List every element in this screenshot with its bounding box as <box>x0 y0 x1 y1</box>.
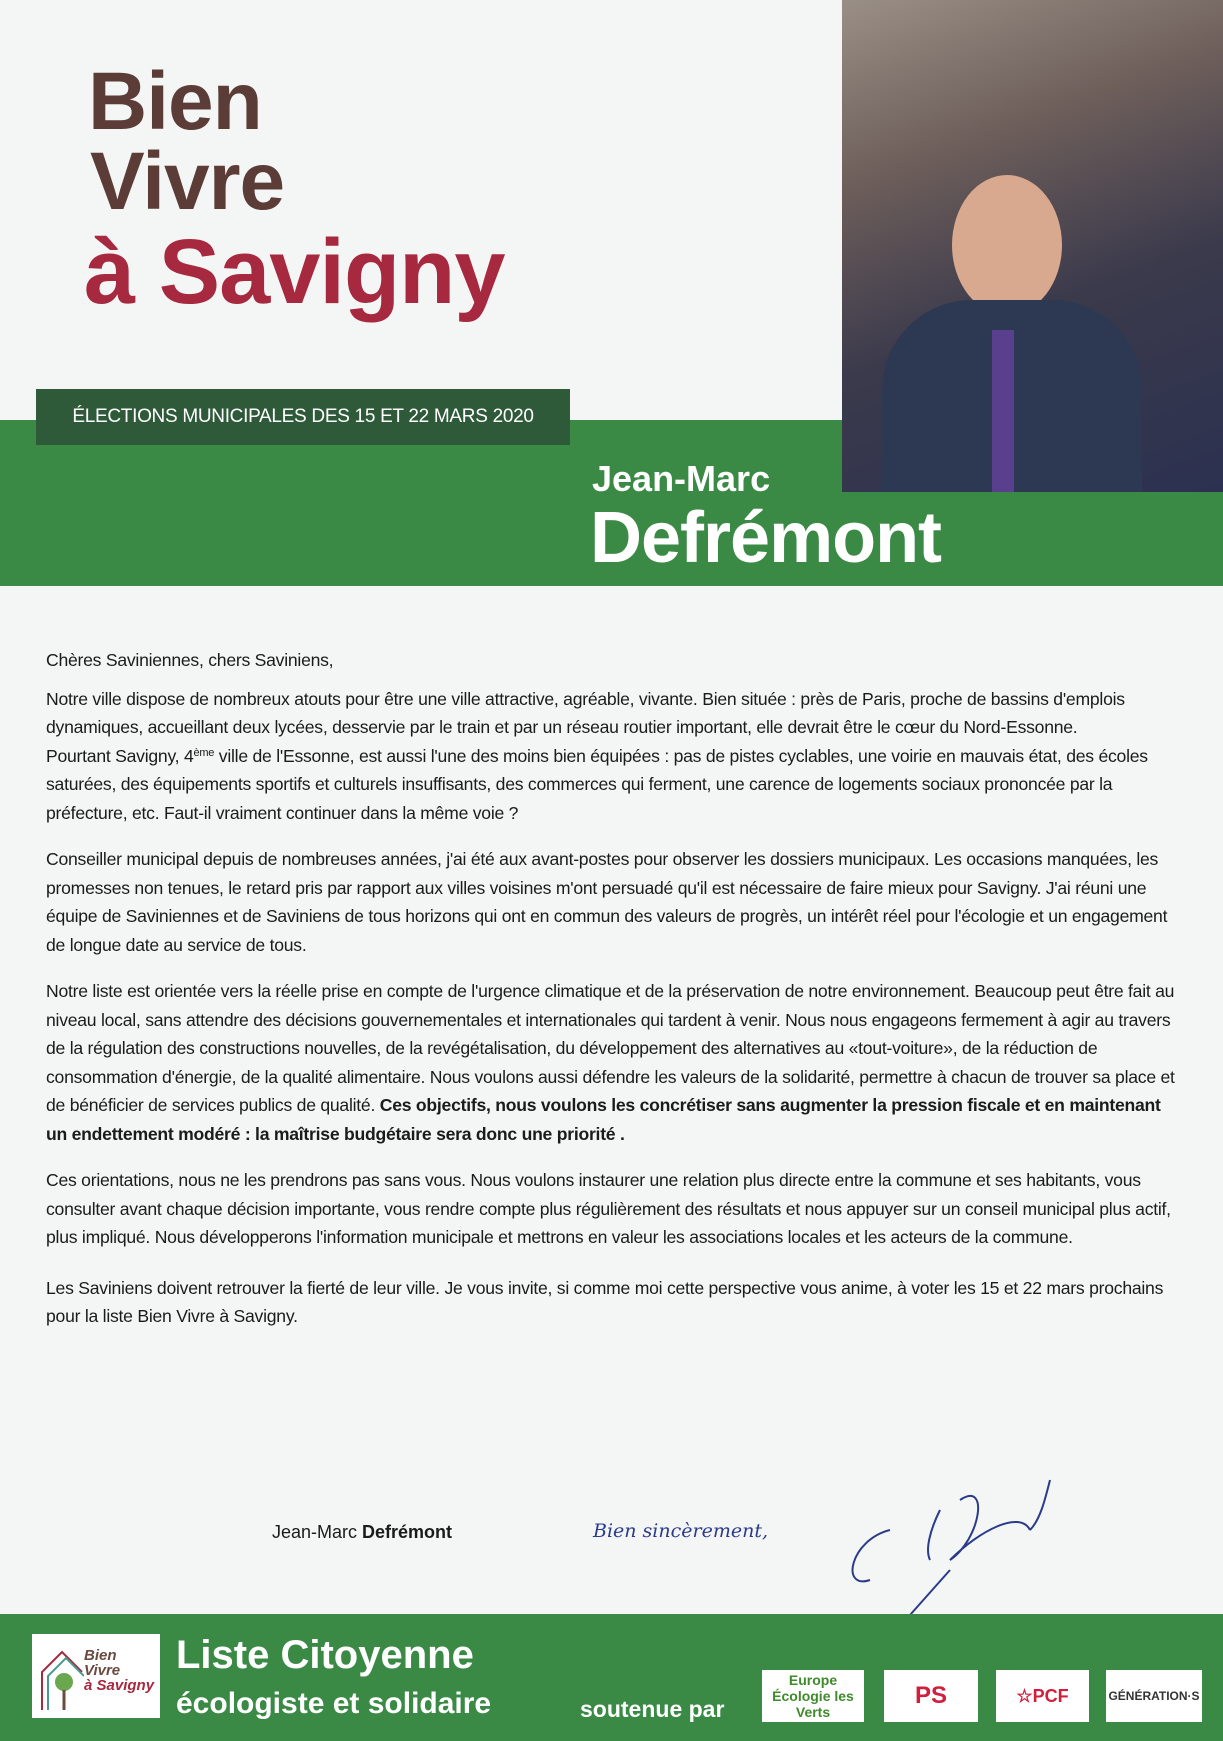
footer-subtitle: écologiste et solidaire <box>176 1687 492 1720</box>
partner-logo-ps <box>884 1670 978 1722</box>
supported-by: soutenue par <box>580 1696 725 1722</box>
title-line-3: à Savigny <box>84 221 505 323</box>
footer-title: Liste Citoyenne <box>176 1633 474 1677</box>
p2-start: Pourtant Savigny, 4 <box>46 745 194 766</box>
paragraph-3: Conseiller municipal depuis de nombreuses années, j'ai été aux avant-postes pour observer les dossiers municipaux. Les occasions manquées, les promesses non tenues, le retard pris par rapport aux villes voisines m'ont persuadé qu'il est nécessaire de faire mieux pour Savigny. J'ai réuni une équipe de Saviniennes et de Saviniens de tous horizons qui ont en commun des valeurs de progrès, un intérêt réel pour l'écologie et un engagement de longue date au service de tous. <box>46 849 1168 955</box>
sign-last: Defrémont <box>362 1522 453 1542</box>
partner-logo-generations <box>1106 1670 1202 1722</box>
election-banner: ÉLECTIONS MUNICIPALES DES 15 ET 22 MARS 2020 <box>36 389 570 445</box>
signature <box>830 1470 1070 1620</box>
p4-text: Notre liste est orientée vers la réelle prise en compte de l'urgence climatique et de la préservation de notre environnement. Beaucoup peut être fait au niveau local, sans attendre des décisions gouvernementales et internationales qui tardent à venir. Nous nous engageons fermement à agir au travers de la régulation des constructions nouvelles, de la revégétalisation, du développement des alternatives au «tout-voiture», de la réduction de consommation d'énergie, de la qualité alimentaire. Nous voulons aussi défendre les valeurs de la solidarité, permettre à chacun de trouver sa place et de bénéficier de services publics de qualité. <box>46 981 1175 1115</box>
logo-l1: Bien <box>84 1647 117 1664</box>
candidate-photo <box>842 0 1223 492</box>
logo-l2: Vivre <box>84 1662 121 1679</box>
partner-name: PS <box>914 1682 947 1709</box>
footer-logo <box>32 1634 160 1718</box>
candidate-last-name: Defrémont <box>590 498 942 578</box>
candidate-first-name: Jean-Marc <box>592 458 771 499</box>
closing: Bien sincèrement, <box>593 1520 769 1542</box>
paragraph-5: Ces orientations, nous ne les prendrons pas sans vous. Nous voulons instaurer une relation plus directe entre la commune et ses habitants, vous consulter avant chaque décision importante, vous rendre compte plus régulièrement des résultats et nous appuyer sur un conseil municipal plus actif, plus impliqué. Nous développerons l'information municipale et mettrons en valeur les associations locales et les acteurs de la commune. <box>46 1170 1171 1247</box>
paragraph-4 <box>46 977 1186 1148</box>
partner-name: Europe Écologie les Verts <box>772 1672 854 1720</box>
partner-logo-pcf: ☆ PCF <box>996 1670 1089 1722</box>
signatory <box>272 1522 452 1543</box>
partner-logo-eelv <box>762 1670 864 1722</box>
paragraph-1: Notre ville dispose de nombreux atouts pour être une ville attractive, agréable, vivante. Bien située : près de Paris, proche de bassins d'emplois dynamiques, accueillant deux lycées, desservie par le train et par un réseau routier important, elle devrait être le cœur du Nord-Essonne. <box>46 688 1125 737</box>
p2-end: ville de l'Essonne, est aussi l'une des moins bien équipées : pas de pistes cyclables, une voirie en mauvais état, des écoles saturées, des équipements sportifs et culturels insuffisants, des commerces qui ferment, une carence de logements sociaux prononcée par la préfecture, etc. Faut-il vraiment continuer dans la même voie ? <box>46 745 1148 823</box>
p2-sup: ème <box>193 746 215 759</box>
list-title <box>84 56 505 323</box>
sign-first: Jean-Marc <box>272 1522 363 1542</box>
paragraph-6: Les Saviniens doivent retrouver la fierté de leur ville. Je vous invite, si comme moi cette perspective vous anime, à voter les 15 et 22 mars prochains pour la liste Bien Vivre à Savigny. <box>46 1277 1164 1326</box>
greeting: Chères Saviniennes, chers Saviniens, <box>46 650 334 670</box>
partner-name: PCF <box>1032 1685 1069 1706</box>
house-tree-icon <box>38 1642 84 1712</box>
paragraph-2 <box>46 742 1186 828</box>
p4-bold: Ces objectifs, nous voulons les concrétiser sans augmenter la pression fiscale et en maintenant un endettement modéré : la maîtrise budgétaire sera donc une priorité . <box>46 1095 1161 1144</box>
title-line-1: Bien <box>88 56 262 147</box>
letter-body <box>46 646 1186 1331</box>
partner-name: GÉNÉRATION·S <box>1108 1689 1200 1703</box>
logo-l3: à Savigny <box>84 1677 155 1694</box>
title-line-2: Vivre <box>90 136 285 227</box>
